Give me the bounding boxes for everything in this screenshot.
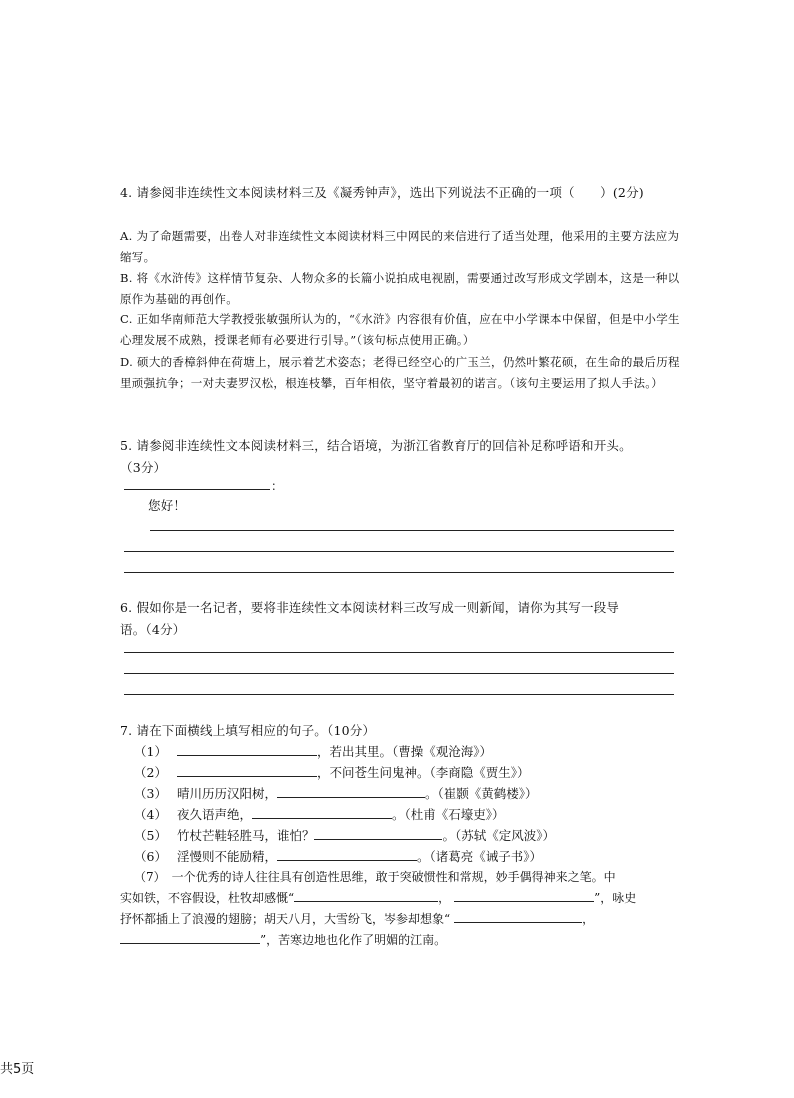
q4-option-d: D. 硕大的香樟斜伸在荷塘上，展示着艺术姿态；老得已经空心的广玉兰，仍然叶繁花硕，在生命的最后历程里顽强抗争；一对夫妻罗汉松，根连枝攀，百年相依，坚守着最初的诺言。（该句主要运用了拟人手法。） [120,355,680,390]
answer-line[interactable] [124,572,674,573]
fill-blank[interactable] [454,910,582,923]
item-post: ，不问苍生问鬼神。（李商隐《贾生》） [316,765,530,780]
fill-blank[interactable] [252,806,392,819]
q4-option-c: C. 正如华南师范大学教授张敏强所认为的，“《水浒》内容很有价值，应在中小学课本中保留，但是中小学生心理发展不成熟，授课老师有必要进行引导。”（该句标点使用正确。） [120,312,680,347]
item-number: （3） [134,786,167,801]
q7-item-6 [134,847,542,865]
item-post: 。（苏轼《定风波》） [442,828,555,843]
page-count: 共5页 [0,1062,35,1077]
comma: ， [582,912,595,926]
q7-item-7-line1: （7） 一个优秀的诗人往往具有创造性思维，敢于突破惯性和常规，妙手偶得神来之笔。中 [134,870,616,884]
item-pre: 夜久语声绝， [176,807,252,822]
item-post: 。（杜甫《石壕吏》） [391,807,505,822]
answer-line[interactable] [150,530,674,531]
salutation-colon: ： [271,479,284,493]
q4-option-a: A. 为了命题需要，出卷人对非连续性文本阅读材料三中网民的来信进行了适当处理，他采用的主要方法应为缩写。 [120,229,680,264]
answer-line[interactable] [124,673,674,674]
text: ”，苦寒边地也化作了明媚的江南。 [260,933,447,947]
q7-item-3 [134,784,537,802]
answer-line[interactable] [124,652,674,653]
item-number: （6） [134,849,167,864]
q7-item-5 [134,826,555,844]
item-pre: 晴川历历汉阳树， [176,786,277,801]
item-number: （4） [134,807,167,822]
fill-blank[interactable] [177,743,317,756]
q7-item-7-line2 [120,889,636,906]
comma: ， [438,891,451,905]
fill-blank[interactable] [120,931,260,944]
q7-item-1 [134,742,492,760]
fill-blank[interactable] [314,827,442,840]
item-pre: 淫慢则不能励精， [176,849,277,864]
text: 实如铁，不容假设，杜牧却感慨“ [120,891,295,905]
greeting-text: 您好！ [148,498,187,513]
text: ”，咏史 [594,891,637,905]
answer-line[interactable] [124,694,674,695]
item-pre: 竹杖芒鞋轻胜马，谁怕？ [176,828,315,843]
fill-blank[interactable] [177,764,317,777]
salutation-blank[interactable] [124,489,270,490]
q6-title-line1: 6. 假如你是一名记者，要将非连续性文本阅读材料三改写成一则新闻，请你为其写一段导 [120,600,620,615]
q5-score: （3分） [120,460,167,475]
answer-line[interactable] [124,551,674,552]
q7-item-2 [134,763,529,781]
fill-blank[interactable] [277,848,417,861]
q6-title-line2: 语。（4分） [120,622,186,637]
text: 抒怀都插上了浪漫的翅膀；胡天八月，大雪纷飞，岑参却想象“ [120,912,451,926]
item-post: 。（崔颢《黄鹤楼》） [424,786,538,801]
fill-blank[interactable] [294,889,438,902]
q4-title: 4. 请参阅非连续性文本阅读材料三及《凝秀钟声》，选出下列说法不正确的一项（ ）(2分) [120,185,644,200]
item-number: （2） [134,765,167,780]
item-post: ，若出其里。（曹操《观沧海》） [316,744,492,759]
item-number: （5） [134,828,167,843]
q7-item-7-line4 [120,931,446,948]
q7-item-4 [134,805,504,823]
item-post: 。（诸葛亮《诫子书》） [416,849,542,864]
q4-option-b: B. 将《水浒传》这样情节复杂、人物众多的长篇小说拍成电视剧，需要通过改写形成文学剧本，这是一种以原作为基础的再创作。 [120,271,680,306]
q7-title: 7. 请在下面横线上填写相应的句子。（10分） [120,723,376,738]
fill-blank[interactable] [277,785,425,798]
item-number: （1） [134,744,167,759]
fill-blank[interactable] [454,889,594,902]
q7-item-7-line3 [120,910,594,927]
q5-title: 5. 请参阅非连续性文本阅读材料三，结合语境，为浙江省教育厅的回信补足称呼语和开头。 [120,438,632,453]
